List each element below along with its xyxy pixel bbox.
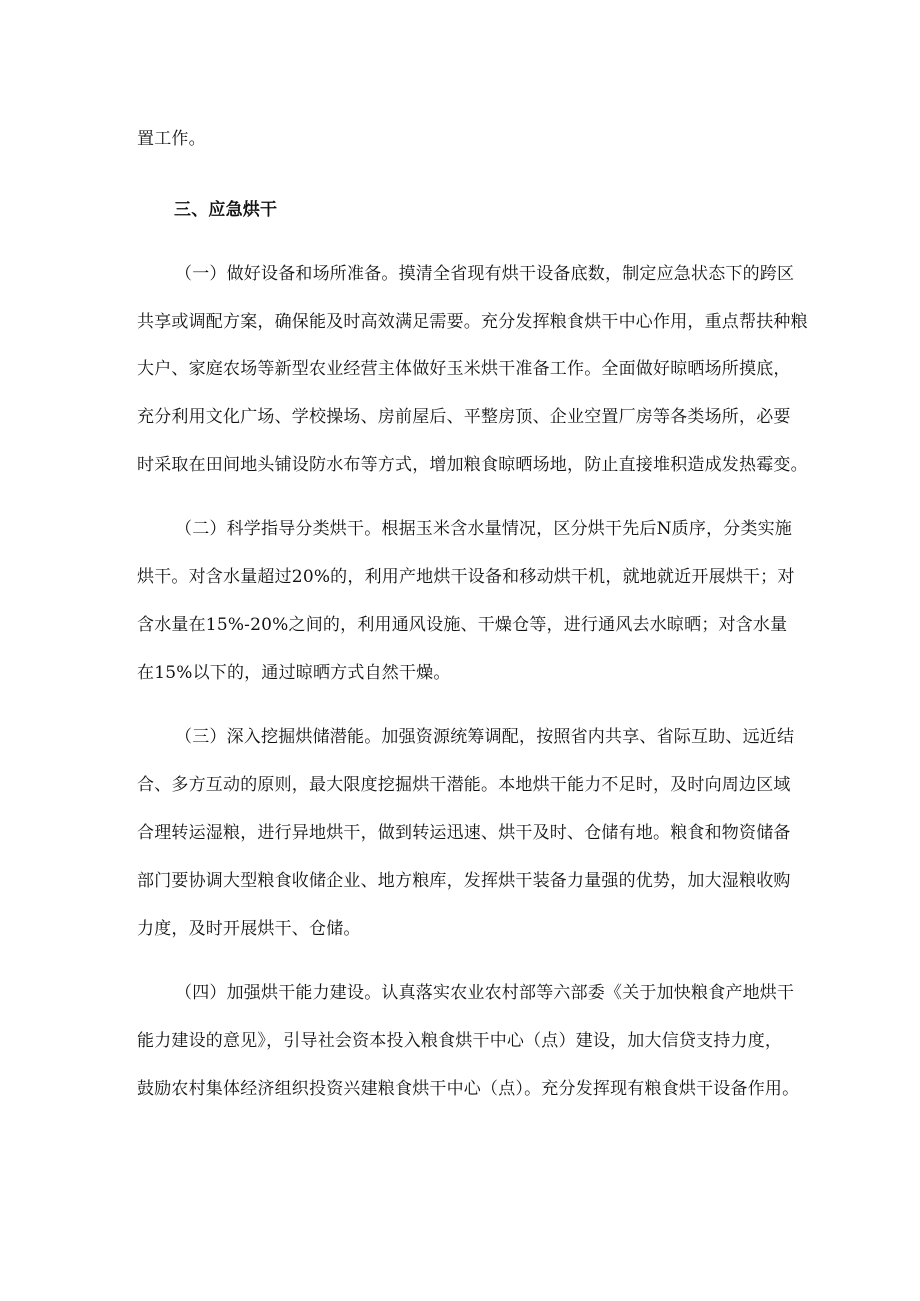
- text-line: 部门要协调大型粮食收储企业、地方粮库，发挥烘干装备力量强的优势，加大湿粮收购: [137, 871, 791, 891]
- text-line: 鼓励农村集体经济组织投资兴建粮食烘干中心（点）。充分发挥现有粮食烘干设备作用。: [137, 1079, 800, 1099]
- text-line: 置工作。: [137, 129, 206, 149]
- text-line: 在15%以下的，通过晾晒方式自然干燥。: [137, 663, 451, 683]
- text-line: 烘干。对含水量超过20%的，利用产地烘干设备和移动烘干机，就地就近开展烘干；对: [137, 567, 795, 587]
- text-line: 合、多方互动的原则，最大限度挖掘烘干潜能。本地烘干能力不足时，及时向周边区域: [137, 775, 791, 795]
- text-line: 时采取在田间地头铺设防水布等方式，增加粮食晾晒场地，防止直接堆积造成发热霉变。: [137, 455, 808, 475]
- text-line: 共享或调配方案，确保能及时高效满足需要。充分发挥粮食烘干中心作用，重点帮扶种粮: [137, 312, 808, 332]
- text-line: （二）科学指导分类烘干。根据玉米含水量情况，区分烘干先后N质序，分类实施: [175, 519, 793, 539]
- text-line: （四）加强烘干能力建设。认真落实农业农村部等六部委《关于加快粮食产地烘干: [175, 983, 795, 1003]
- text-line: 力度，及时开展烘干、仓储。: [137, 919, 361, 939]
- text-line: 含水量在15%-20%之间的，利用通风设施、干燥仓等，进行通风去水晾晒；对含水量: [137, 615, 788, 635]
- text-line: 能力建设的意见》，引导社会资本投入粮食烘干中心（点）建设，加大信贷支持力度，: [137, 1031, 783, 1051]
- text-line: 合理转运湿粮，进行异地烘干，做到转运迅速、烘干及时、仓储有地。粮食和物资储备: [137, 823, 791, 843]
- section-heading: 三、应急烘干: [174, 200, 278, 220]
- text-line: （一）做好设备和场所准备。摸清全省现有烘干设备底数，制定应急状态下的跨区: [175, 264, 795, 284]
- text-line: 充分利用文化广场、学校操场、房前屋后、平整房顶、企业空置厂房等各类场所，必要: [137, 407, 791, 427]
- text-line: （三）深入挖掘烘储潜能。加强资源统筹调配，按照省内共享、省际互助、远近结: [175, 727, 795, 747]
- text-line: 大户、家庭农场等新型农业经营主体做好玉米烘干准备工作。全面做好晾晒场所摸底，: [137, 359, 791, 379]
